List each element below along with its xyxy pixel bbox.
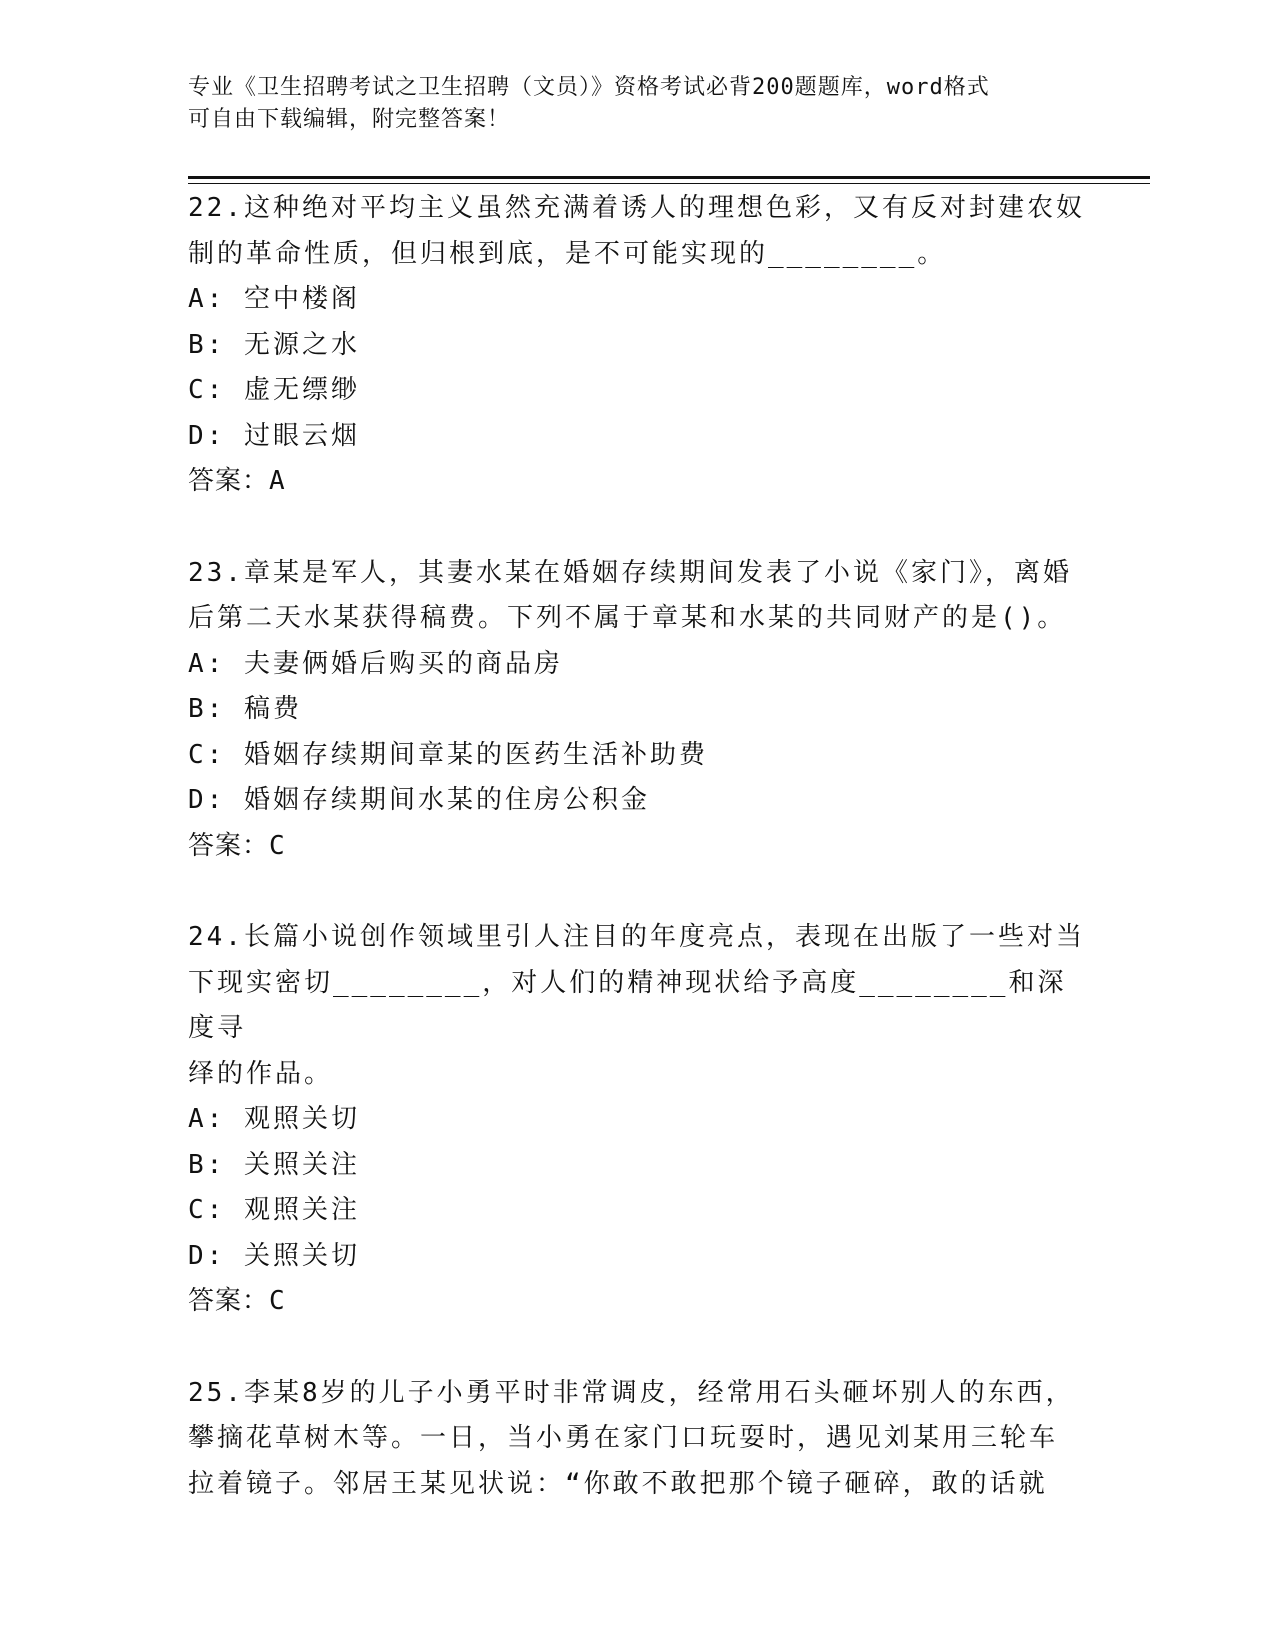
question-text-line: 25.李某8岁的儿子小勇平时非常调皮，经常用石头砸坏别人的东西，: [188, 1377, 1075, 1408]
option-a: A: 观照关切: [188, 1104, 360, 1134]
question-25: [188, 1371, 1088, 1508]
header-line-2: 可自由下载编辑，附完整答案！: [188, 107, 511, 132]
question-24: [188, 915, 1088, 1325]
question-text-line: 后第二天水某获得稿费。下列不属于章某和水某的共同财产的是()。: [188, 603, 1067, 633]
question-text-line: 拉着镜子。邻居王某见状说：“你敢不敢把那个镜子砸碎，敢的话就: [188, 1468, 1048, 1499]
option-b: B: 稿费: [188, 694, 302, 724]
answer-value: A: [269, 466, 286, 496]
question-23: [188, 551, 1088, 870]
question-list: [188, 186, 1088, 1553]
option-a: A: 夫妻俩婚后购买的商品房: [188, 648, 563, 679]
option-b: B: 关照关注: [188, 1149, 360, 1180]
answer-line: [188, 824, 1088, 870]
option-c: C: 观照关注: [188, 1195, 360, 1225]
question-text-line: 制的革命性质，但归根到底，是不可能实现的________。: [188, 238, 947, 269]
header-divider-thick: [188, 176, 1150, 179]
question-text-line: 22.这种绝对平均主义虽然充满着诱人的理想色彩，又有反对封建农奴: [188, 193, 1085, 223]
question-text-line: 绎的作品。: [188, 1058, 334, 1089]
option-a: A: 空中楼阁: [188, 284, 360, 314]
question-text-line: 下现实密切________，对人们的精神现状给予高度________和深度寻: [188, 967, 1067, 1043]
answer-label: 答案：: [188, 830, 270, 861]
option-b: B: 无源之水: [188, 329, 360, 360]
question-text-line: 23.章某是军人，其妻水某在婚姻存续期间发表了小说《家门》，离婚: [188, 557, 1072, 588]
answer-label: 答案：: [188, 1286, 270, 1316]
header-divider-thin: [188, 183, 1150, 184]
document-header: [188, 72, 1068, 136]
answer-line: [188, 1279, 1088, 1325]
answer-value: C: [269, 1286, 286, 1316]
question-text-line: 24.长篇小说创作领域里引人注目的年度亮点，表现在出版了一些对当: [188, 922, 1085, 952]
option-d: D: 关照关切: [188, 1240, 360, 1271]
header-line-1: 专业《卫生招聘考试之卫生招聘（文员）》资格考试必背200题题库，word格式: [188, 75, 990, 100]
answer-line: [188, 459, 1088, 505]
option-c: C: 婚姻存续期间章某的医药生活补助费: [188, 739, 708, 770]
answer-value: C: [269, 830, 286, 861]
question-22: [188, 186, 1088, 505]
answer-label: 答案：: [188, 466, 270, 496]
option-d: D: 婚姻存续期间水某的住房公积金: [188, 785, 650, 815]
option-d: D: 过眼云烟: [188, 420, 360, 451]
question-text-line: 攀摘花草树木等。一日，当小勇在家门口玩耍时，遇见刘某用三轮车: [188, 1423, 1059, 1453]
option-c: C: 虚无缥缈: [188, 375, 360, 405]
